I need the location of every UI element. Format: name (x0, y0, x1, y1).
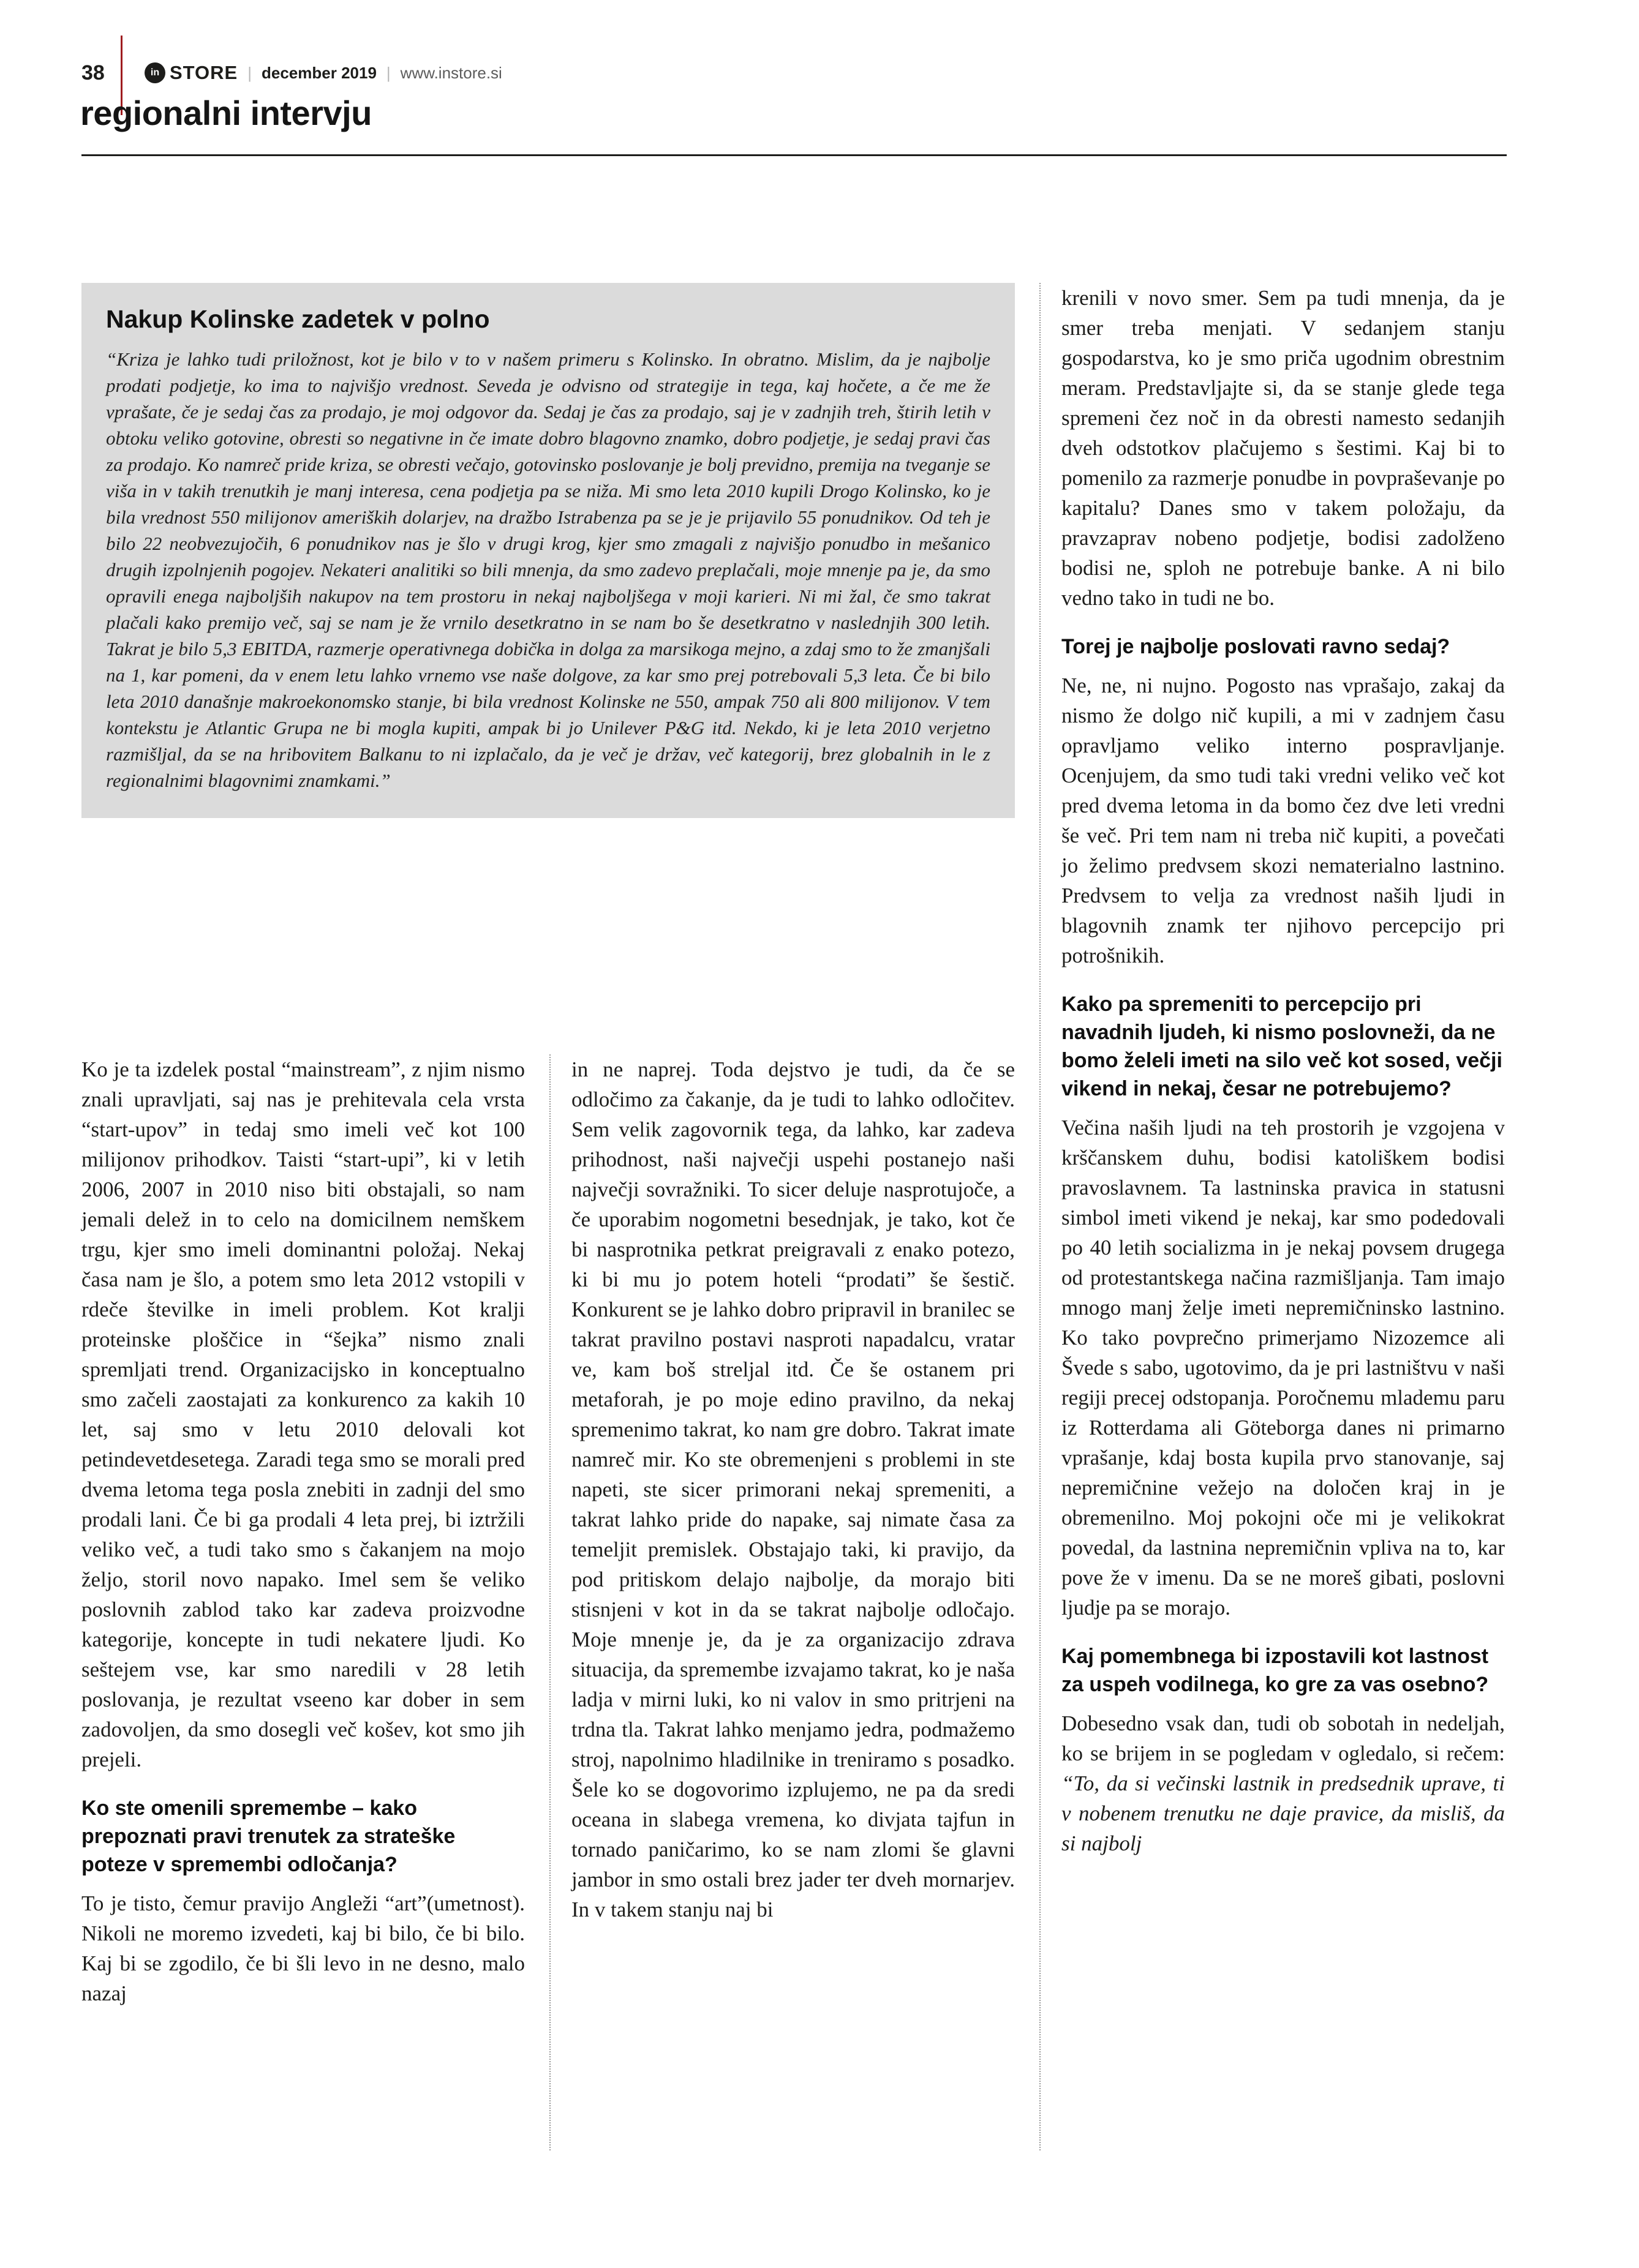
quote-box-text: “Kriza je lahko tudi priložnost, kot je bilo v to v našem primeru s Kolinsko. In obratno. Mislim, da je najbolje prodati podjetje, ko ima to najvišjo vrednost. Seveda je odvisno od strategije in tega, kaj hočete, a če me že vprašate, če je sedaj čas za prodajo, je moj odgovor da. Sedaj je čas za prodajo, saj je v zadnjih treh, štirih letih v obtoku veliko gotovine, obresti so negativne in če imate dobro blagovno znamko, dobro podjetje, je sedaj pravi čas za prodajo. Ko namreč pride kriza, se obresti večajo, gotovinsko poslovanje je bolj previdno, premija na tveganje se viša in v takih trenutkih je manj interesa, cena podjetja pa se niža. Mi smo leta 2010 kupili Drogo Kolinsko, ko je bila vrednost 550 milijonov ameriških dolarjev, na dražbo Istrabenza pa se je je prijavilo 55 ponudnikov. Od teh je bilo 22 neobvezujočih, 6 ponudnikov nas je šlo v drugi krog, kjer smo zmagali z najvišjo ponudbo in mešanico drugih izpolnjenih pogojev. Nekateri analitiki so bili mnenja, da smo zadevo preplačali, moje mnenje pa je, da smo opravili enega najboljših nakupov na tem prostoru in nekaj najboljšega v moji karieri. Ni mi žal, če smo takrat plačali kako premijo več, saj se nam je že vrnilo desetkratno in se nam bo še desetkratno v naslednjih 300 letih. Takrat je bilo 5,3 EBITDA, razmerje operativnega dobička in dolga za marsikoga mejno, a zdaj smo to že zmanjšali na 1, kar pomeni, da v enem letu lahko vrnemo vse naše dolgove, za kar smo prej potrebovali 5,3 leta. Če bi bilo leta 2010 današnje makroekonomsko stanje, bi bila vrednost Kolinske ne 550, ampak 750 ali 800 milijonov. V tem kontekstu je Atlantic Grupa ne bi mogla kupiti, ampak bi jo Unilever P&G itd. Nekdo, ki je leta 2010 verjetno razmišljal, da se na hribovitem Balkanu to ni izplačalo, da je več je držav, več kategorij, brez globalnih in le z regionalnimi blagovnimi znamkami.” (106, 348, 990, 791)
header-divider: | (386, 63, 391, 82)
text-block (1061, 1113, 1505, 1623)
issue-date: december 2019 (262, 63, 377, 82)
article-column-right (1061, 283, 1505, 1873)
quote-box (81, 283, 1015, 818)
text-block-content: Kaj pomembnega bi izpostavili kot lastnost za uspeh vodilnega, ko gre za vas osebno? (1061, 1645, 1489, 1696)
text-block (1061, 283, 1505, 613)
text-block (571, 1054, 1015, 1924)
text-block (81, 1054, 525, 1774)
quote-box-title: Nakup Kolinske zadetek v polno (106, 305, 490, 333)
text-block-content: Kako pa spremeniti to percepcijo pri navadnih ljudeh, ki nismo poslovneži, da ne bomo želeli imeti na silo več kot sosed, večji vikend in nekaj, česar ne potrebujemo? (1061, 993, 1502, 1100)
text-block (81, 1888, 525, 2008)
text-block-content: Torej je najbolje poslovati ravno sedaj? (1061, 635, 1450, 658)
article-column-middle (571, 1054, 1015, 1939)
page-number: 38 (81, 61, 105, 84)
section-title: regionalni intervju (80, 94, 372, 132)
text-block-content: Ne, ne, ni nujno. Pogosto nas vprašajo, zakaj da nismo že dolgo nič kupili, a mi v zadnjem času opravljamo veliko interno pospravljanje. Ocenjujem, da smo tudi taki vredni veliko več kot pred dvema letoma in da bomo čez dve leti vredni še več. Pri tem nam ni treba nič kupiti, a povečati jo želimo predvsem skozi nematerialno lastnino. Predvsem to velja za vrednost naših ljudi in blagovnih znamk ter njihovo percepcijo pri potrošnikih. (1061, 674, 1505, 967)
section-rule (81, 154, 1507, 156)
text-block-content: Ko je ta izdelek postal “mainstream”, z njim nismo znali upravljati, saj nas je prehitevala cela vrsta “start-upov” in tedaj smo imeli več kot 100 milijonov prihodkov. Taisti “start-upi”, ki v letih 2006, 2007 in 2010 niso biti obstajali, so nam jemali delež in to celo na domicilnem nemškem trgu, kjer smo imeli dominantni položaj. Nekaj časa nam je šlo, a potem smo leta 2012 vstopili v rdeče številke in imeli problem. Kot kralji proteinske ploščice in “šejka” nismo znali spremljati trend. Organizacijsko in konceptualno smo začeli zaostajati za konkurenco za kakih 10 let, saj smo v letu 2010 delovali kot petindevetdesetega. Zaradi tega smo se morali pred dvema letoma tega posla znebiti in zadnji del smo prodali lani. Če bi ga prodali 4 leta prej, bi iztržili veliko več, a tudi tako smo s čakanjem na mojo željo, storil novo napako. Imel sem še veliko poslovnih zablod tako kar zadeva proizvodne kategorije, koncepte in tudi nekatere ljudi. Ko seštejem vse, kar smo naredili v 28 letih poslovanja, je rezultat vseeno kar dober in sem zadovoljen, da smo dosegli več košev, kot smo jih prejeli. (81, 1057, 525, 1771)
text-block-content: Dobesedno vsak dan, tudi ob sobotah in nedeljah, ko se brijem in se pogledam v ogledalo, si rečem: (1061, 1711, 1505, 1765)
magazine-url: www.instore.si (400, 63, 502, 82)
text-block (81, 1794, 525, 1879)
magazine-logo (145, 62, 238, 84)
header-divider: | (247, 63, 252, 82)
text-block-content: To je tisto, čemur pravijo Angleži “art”(umetnost). Nikoli ne moremo izvedeti, kaj bi bilo, če bi bilo. Kaj bi se zgodilo, če bi šli levo in ne desno, malo nazaj (81, 1891, 525, 2005)
text-block-content: Večina naših ljudi na teh prostorih je vzgojena v krščanskem duhu, bodisi katoliškem bodisi pravoslavnem. Ta lastninska pravica in statusni simbol imeti vikend je nekaj, kar smo podedovali po 40 letih socializma in je nekaj povsem drugega od protestantskega načina razmišljanja. Tam imajo mnogo manj želje imeti nepremičninsko lastnino. Ko tako povprečno primerjamo Nizozemce ali Švede s sabo, ugotovimo, da je pri lastništvu v naši regiji precej odstopanja. Poročnemu mlademu paru iz Rotterdama ali Göteborga danes ni primarno vprašanje, kdaj bosta kupila prvo stanovanje, saj nepremičnine vežejo na določen kraj in je obremenilno. Moj pokojni oče mi je velikokrat povedal, da lastnina nepremičnin vpliva na to, kar pove že v imenu. Da se ne moreš gibati, poslovni ljudje pa se morajo. (1061, 1116, 1505, 1620)
quote-tail: “To, da si večinski lastnik in predsednik uprave, ti v nobenem trenutku ne daje pravice, da misliš, da si najbolj (1061, 1771, 1505, 1855)
column-separator (1039, 283, 1041, 2150)
text-block (1061, 990, 1505, 1103)
column-separator (549, 1054, 551, 2150)
article-column-left (81, 1054, 525, 2023)
text-block (1061, 670, 1505, 971)
text-block (1061, 1642, 1505, 1699)
text-block-content: Ko ste omenili spremembe – kako prepoznati pravi trenutek za strateške poteze v spremembi odločanja? (81, 1797, 456, 1876)
instore-logo-icon: in (145, 62, 165, 83)
text-block-content: in ne naprej. Toda dejstvo je tudi, da če se odločimo za čakanje, da je tudi to lahko odločitev. Sem velik zagovornik tega, da lahko, kar zadeva prihodnost, naši največji uspehi postanejo naši največji sovražniki. To sicer deluje nasprotujoče, a če uporabim nogometni besednjak, je tako, kot če bi nasprotnika petkrat preigravali z enako potezo, ki bi mu jo potem hoteli “prodati” še šestič. Konkurent se je lahko dobro pripravil in branilec se takrat pravilno postavi nasproti napadalcu, vratar ve, kam boš streljal itd. Če še ostanem pri metaforah, je po moje edino pravilno, da nekaj spremenimo takrat, ko nam gre dobro. Takrat imate namreč mir. Ko ste obremenjeni s problemi in ste napeti, ste sicer primorani nekaj spremeniti, a takrat lahko pride do napake, saj nimate časa za temeljit premislek. Obstajajo taki, ki pravijo, da pod pritiskom delajo najbolje, da morajo biti stisnjeni v kot in da se takrat najbolje odločajo. Moje mnenje je, da je za organizacijo zdrava situacija, da spremembe izvajamo takrat, ko je naša ladja v mirni luki, ko ni valov in smo pritrjeni na trdna tla. Takrat lahko menjamo jedra, podmažemo stroj, napolnimo hladilnike in treniramo s posadko. Šele ko se dogovorimo izplujemo, ne pa da sredi oceana in slabega vremena, ko divjata tajfun in tornado paničarimo, ko se nam zlomi še glavni jambor in smo ostali brez jader ter dveh mornarjev. In v takem stanju naj bi (571, 1057, 1015, 1921)
brand-name: STORE (170, 62, 238, 83)
text-block (1061, 633, 1505, 661)
text-block-content: krenili v novo smer. Sem pa tudi mnenja, da je smer treba menjati. V sedanjem stanju gospodarstva, ko je smo priča ugodnim obrestnim meram. Predstavljajte si, da se stanje glede tega spremeni čez noč in da obresti namesto sedanjih dveh odstotkov plačujemo s šestimi. Kaj bi to pomenilo za razmerje ponudbe in povpraševanje po kapitalu? Danes smo v takem položaju, da pravzaprav nobeno podjetje, bodisi zadolženo bodisi ne, sploh ne potrebuje banke. A ni bilo vedno tako in tudi ne bo. (1061, 286, 1505, 610)
text-block (1061, 1708, 1505, 1858)
page-header (145, 62, 502, 84)
